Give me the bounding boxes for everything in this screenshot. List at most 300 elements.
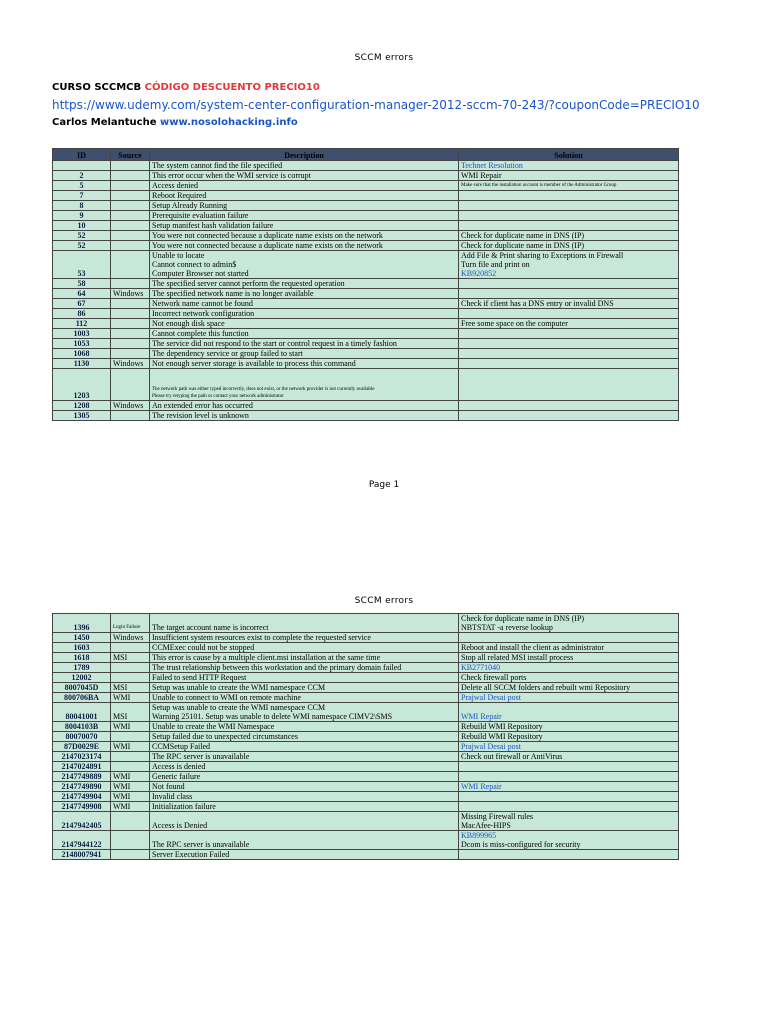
error-solution bbox=[459, 792, 679, 802]
column-source: Source bbox=[111, 149, 150, 161]
error-source bbox=[111, 309, 150, 319]
error-id: 1208 bbox=[53, 401, 111, 411]
error-source: Login Failure bbox=[111, 614, 150, 633]
error-id: 5 bbox=[53, 181, 111, 191]
error-solution bbox=[459, 369, 679, 401]
error-source: MSI bbox=[111, 653, 150, 663]
solution-link[interactable]: WMI Repair bbox=[461, 782, 502, 791]
description-line: The revision level is unknown bbox=[152, 411, 249, 420]
solution-line: Rebuild WMI Repository bbox=[461, 722, 543, 731]
table-row bbox=[53, 241, 679, 251]
error-source bbox=[111, 161, 150, 171]
error-solution bbox=[459, 181, 679, 191]
error-source bbox=[111, 339, 150, 349]
error-solution bbox=[459, 722, 679, 732]
error-description bbox=[150, 792, 459, 802]
description-line: Cannot complete this function bbox=[152, 329, 249, 338]
page-header: SCCM errors bbox=[354, 596, 414, 606]
error-source: Windows bbox=[111, 633, 150, 643]
description-line: The service did not respond to the start or control request in a timely fashion bbox=[152, 339, 397, 348]
description-line: CCMExec could not be stopped bbox=[152, 643, 255, 652]
table-row bbox=[53, 201, 679, 211]
error-solution bbox=[459, 673, 679, 683]
table-row bbox=[53, 181, 679, 191]
solution-link[interactable]: Prajwal Desai post bbox=[461, 742, 521, 751]
course-label: CURSO SCCMCB bbox=[52, 82, 142, 93]
solution-line: Rebuild WMI Repository bbox=[461, 732, 543, 741]
description-line: Setup was unable to create the WMI namespace CCM bbox=[152, 703, 326, 712]
table-row bbox=[53, 329, 679, 339]
error-description bbox=[150, 683, 459, 693]
solution-line: Delete all SCCM folders and rebuilt wmi Repository bbox=[461, 683, 631, 692]
error-id: 53 bbox=[53, 251, 111, 279]
error-description bbox=[150, 181, 459, 191]
error-source: WMI bbox=[111, 782, 150, 792]
error-description bbox=[150, 663, 459, 673]
description-line: This error is cause by a multiple client.msi installation at the same time bbox=[152, 653, 381, 662]
error-description bbox=[150, 722, 459, 732]
error-description bbox=[150, 653, 459, 663]
solution-line: Free some space on the computer bbox=[461, 319, 568, 328]
error-description bbox=[150, 633, 459, 643]
error-solution bbox=[459, 161, 679, 171]
table-row bbox=[53, 191, 679, 201]
error-description bbox=[150, 319, 459, 329]
error-description bbox=[150, 782, 459, 792]
error-source bbox=[111, 762, 150, 772]
solution-line: Check for duplicate name in DNS (IP) bbox=[461, 231, 585, 240]
description-line: Cannot connect to admin$ bbox=[152, 260, 237, 269]
solution-line: Check for duplicate name in DNS (IP) bbox=[461, 614, 585, 623]
error-description bbox=[150, 191, 459, 201]
description-line: Please try retyping the path or contact your network administrator bbox=[152, 394, 284, 399]
error-source bbox=[111, 171, 150, 181]
error-source bbox=[111, 643, 150, 653]
author-name: Carlos Melantuche bbox=[52, 117, 157, 128]
solution-link[interactable]: WMI Repair bbox=[461, 712, 502, 721]
table-row bbox=[53, 831, 679, 850]
error-description bbox=[150, 369, 459, 401]
solution-line: Stop all related MSI install process bbox=[461, 653, 574, 662]
error-source: Windows bbox=[111, 359, 150, 369]
error-description bbox=[150, 289, 459, 299]
table-row bbox=[53, 812, 679, 831]
description-line: The network path was either typed incorrectly, does not exist, or the network provider is not currently available bbox=[152, 387, 375, 392]
table-row bbox=[53, 722, 679, 732]
error-solution bbox=[459, 643, 679, 653]
error-source bbox=[111, 211, 150, 221]
solution-line: MacAfee-HIPS bbox=[461, 821, 511, 830]
description-line: The dependency service or group failed to start bbox=[152, 349, 303, 358]
description-line: You were not connected because a duplicate name exists on the network bbox=[152, 241, 383, 250]
solution-line: Reboot and install the client as administrator bbox=[461, 643, 605, 652]
error-id: 52 bbox=[53, 231, 111, 241]
description-line: Setup manifest hash validation failure bbox=[152, 221, 274, 230]
description-line: Access is denied bbox=[152, 762, 206, 771]
table-row bbox=[53, 792, 679, 802]
error-solution bbox=[459, 663, 679, 673]
table-row bbox=[53, 221, 679, 231]
error-solution bbox=[459, 653, 679, 663]
error-source: WMI bbox=[111, 722, 150, 732]
error-source bbox=[111, 221, 150, 231]
error-source bbox=[111, 251, 150, 279]
error-solution bbox=[459, 742, 679, 752]
error-source bbox=[111, 831, 150, 850]
error-id: 1396 bbox=[53, 614, 111, 633]
error-id: 8 bbox=[53, 201, 111, 211]
error-source bbox=[111, 411, 150, 421]
table-row bbox=[53, 339, 679, 349]
error-id: 2148007941 bbox=[53, 850, 111, 860]
table-row bbox=[53, 211, 679, 221]
table-row bbox=[53, 850, 679, 860]
course-intro bbox=[52, 80, 768, 130]
error-source bbox=[111, 329, 150, 339]
error-id: 1130 bbox=[53, 359, 111, 369]
page-header: SCCM errors bbox=[354, 53, 414, 63]
solution-line: Check out firewall or AntiVirus bbox=[461, 752, 563, 761]
description-line: Network name cannot be found bbox=[152, 299, 253, 308]
error-source bbox=[111, 752, 150, 762]
error-description bbox=[150, 772, 459, 782]
error-description bbox=[150, 359, 459, 369]
description-line: This error occur when the WMI service is corrupt bbox=[152, 171, 311, 180]
page-two bbox=[0, 500, 768, 1024]
table-row bbox=[53, 289, 679, 299]
table-row bbox=[53, 369, 679, 401]
error-id: 1305 bbox=[53, 411, 111, 421]
error-id: 58 bbox=[53, 279, 111, 289]
discount-code: CÓDIGO DESCUENTO PRECIO10 bbox=[144, 82, 320, 93]
error-solution bbox=[459, 614, 679, 633]
error-solution bbox=[459, 752, 679, 762]
table-row bbox=[53, 782, 679, 792]
error-id: 80070070 bbox=[53, 732, 111, 742]
error-id: 112 bbox=[53, 319, 111, 329]
description-line: The system cannot find the file specified bbox=[152, 161, 283, 170]
error-description bbox=[150, 349, 459, 359]
error-id: 12002 bbox=[53, 673, 111, 683]
error-source bbox=[111, 349, 150, 359]
error-id: 10 bbox=[53, 221, 111, 231]
solution-line: Check for duplicate name in DNS (IP) bbox=[461, 241, 585, 250]
error-source: WMI bbox=[111, 693, 150, 703]
table-row bbox=[53, 802, 679, 812]
table-row bbox=[53, 653, 679, 663]
error-description bbox=[150, 802, 459, 812]
error-source bbox=[111, 231, 150, 241]
table-row bbox=[53, 683, 679, 693]
table-row bbox=[53, 171, 679, 181]
table-row bbox=[53, 309, 679, 319]
error-description bbox=[150, 329, 459, 339]
table-row bbox=[53, 349, 679, 359]
description-line: The target account name is incorrect bbox=[152, 623, 269, 632]
table-row bbox=[53, 663, 679, 673]
error-id: 52 bbox=[53, 241, 111, 251]
errors-table-page1 bbox=[52, 148, 679, 421]
solution-line: NBTSTAT -a reverse lookup bbox=[461, 623, 553, 632]
description-line: Initialization failure bbox=[152, 802, 216, 811]
error-solution bbox=[459, 289, 679, 299]
error-description bbox=[150, 411, 459, 421]
description-line: The RPC server is unavailable bbox=[152, 840, 250, 849]
error-solution bbox=[459, 309, 679, 319]
error-description bbox=[150, 673, 459, 683]
error-solution bbox=[459, 693, 679, 703]
description-line: The RPC server is unavailable bbox=[152, 752, 250, 761]
error-id: 2 bbox=[53, 171, 111, 181]
error-solution bbox=[459, 241, 679, 251]
description-line: Access denied bbox=[152, 181, 198, 190]
table-row bbox=[53, 161, 679, 171]
table-row bbox=[53, 231, 679, 241]
description-line: Not enough server storage is available to process this command bbox=[152, 359, 356, 368]
error-solution bbox=[459, 231, 679, 241]
column-solution: Solution bbox=[459, 149, 679, 161]
error-source: Windows bbox=[111, 289, 150, 299]
error-source bbox=[111, 812, 150, 831]
table-row bbox=[53, 251, 679, 279]
solution-link[interactable]: KB920852 bbox=[461, 269, 497, 278]
table-row bbox=[53, 703, 679, 722]
error-solution bbox=[459, 772, 679, 782]
error-id: 64 bbox=[53, 289, 111, 299]
error-description bbox=[150, 221, 459, 231]
error-id: 8004103B bbox=[53, 722, 111, 732]
error-description bbox=[150, 831, 459, 850]
solution-line: Check firewall ports bbox=[461, 673, 527, 682]
error-id: 1203 bbox=[53, 369, 111, 401]
solution-link[interactable]: Prajwal Desai post bbox=[461, 693, 521, 702]
error-id: 8007045D bbox=[53, 683, 111, 693]
error-source bbox=[111, 191, 150, 201]
description-line: Insufficient system resources exist to complete the requested service bbox=[152, 633, 371, 642]
error-id: 80041001 bbox=[53, 703, 111, 722]
error-solution bbox=[459, 762, 679, 772]
error-id: 1603 bbox=[53, 643, 111, 653]
error-solution bbox=[459, 703, 679, 722]
table-row bbox=[53, 411, 679, 421]
error-source bbox=[111, 299, 150, 309]
error-id: 1618 bbox=[53, 653, 111, 663]
description-line: Failed to send HTTP Request bbox=[152, 673, 247, 682]
description-line: The trust relationship between this workstation and the primary domain failed bbox=[152, 663, 402, 672]
error-solution bbox=[459, 211, 679, 221]
description-line: Server Execution Failed bbox=[152, 850, 230, 859]
error-id: 67 bbox=[53, 299, 111, 309]
error-id: 1068 bbox=[53, 349, 111, 359]
error-id: 2147749908 bbox=[53, 802, 111, 812]
solution-link[interactable]: Technet Resolution bbox=[461, 161, 523, 170]
error-description bbox=[150, 201, 459, 211]
error-source bbox=[111, 319, 150, 329]
error-description bbox=[150, 171, 459, 181]
error-solution bbox=[459, 329, 679, 339]
error-id: 2147024891 bbox=[53, 762, 111, 772]
table-row bbox=[53, 772, 679, 782]
error-source: WMI bbox=[111, 742, 150, 752]
table-row bbox=[53, 633, 679, 643]
error-solution bbox=[459, 359, 679, 369]
error-id: 1003 bbox=[53, 329, 111, 339]
error-solution bbox=[459, 299, 679, 309]
error-id: 87D0029E bbox=[53, 742, 111, 752]
description-line: An extended error has occurred bbox=[152, 401, 253, 410]
error-description bbox=[150, 231, 459, 241]
error-solution bbox=[459, 411, 679, 421]
error-solution bbox=[459, 171, 679, 181]
error-solution bbox=[459, 339, 679, 349]
error-description bbox=[150, 339, 459, 349]
error-source bbox=[111, 181, 150, 191]
error-id: 2147749890 bbox=[53, 782, 111, 792]
error-solution bbox=[459, 802, 679, 812]
table-row bbox=[53, 299, 679, 309]
error-id: 2147749889 bbox=[53, 772, 111, 782]
error-source bbox=[111, 732, 150, 742]
error-description bbox=[150, 762, 459, 772]
error-id: 1450 bbox=[53, 633, 111, 643]
error-source: WMI bbox=[111, 802, 150, 812]
error-description bbox=[150, 693, 459, 703]
table-row bbox=[53, 762, 679, 772]
error-solution bbox=[459, 201, 679, 211]
column-description: Description bbox=[150, 149, 459, 161]
description-line: Access is Denied bbox=[152, 821, 208, 830]
error-id: 1053 bbox=[53, 339, 111, 349]
error-solution bbox=[459, 782, 679, 792]
site-link[interactable]: www.nosolohacking.info bbox=[160, 117, 298, 128]
description-line: Unable to connect to WMI on remote machine bbox=[152, 693, 301, 702]
solution-line: Dcom is miss-configured for security bbox=[461, 840, 581, 849]
error-description bbox=[150, 643, 459, 653]
description-line: Generic failure bbox=[152, 772, 201, 781]
error-source bbox=[111, 663, 150, 673]
error-id: 86 bbox=[53, 309, 111, 319]
error-description bbox=[150, 161, 459, 171]
error-id: 2147944122 bbox=[53, 831, 111, 850]
error-solution bbox=[459, 732, 679, 742]
description-line: Setup was unable to create the WMI namespace CCM bbox=[152, 683, 326, 692]
solution-line: Missing Firewall rules bbox=[461, 812, 533, 821]
error-id bbox=[53, 161, 111, 171]
table-row bbox=[53, 279, 679, 289]
error-description bbox=[150, 703, 459, 722]
error-source: WMI bbox=[111, 792, 150, 802]
description-line: CCMSetup Failed bbox=[152, 742, 211, 751]
description-line: Reboot Required bbox=[152, 191, 207, 200]
error-solution bbox=[459, 191, 679, 201]
page-one bbox=[0, 0, 768, 500]
error-source bbox=[111, 279, 150, 289]
solution-line: Turn file and print on bbox=[461, 260, 530, 269]
error-id: 2147942405 bbox=[53, 812, 111, 831]
table-row bbox=[53, 732, 679, 742]
solution-link[interactable]: KB2771040 bbox=[461, 663, 501, 672]
error-solution bbox=[459, 221, 679, 231]
error-source: MSI bbox=[111, 703, 150, 722]
solution-line: Check if client has a DNS entry or invalid DNS bbox=[461, 299, 614, 308]
error-id: 2147023174 bbox=[53, 752, 111, 762]
error-solution bbox=[459, 319, 679, 329]
table-row bbox=[53, 693, 679, 703]
table-row bbox=[53, 742, 679, 752]
table-row bbox=[53, 614, 679, 633]
error-description bbox=[150, 812, 459, 831]
error-solution bbox=[459, 251, 679, 279]
description-line: Computer Browser not started bbox=[152, 269, 249, 278]
error-source bbox=[111, 369, 150, 401]
error-description bbox=[150, 850, 459, 860]
description-line: Setup Already Running bbox=[152, 201, 228, 210]
page-footer: Page 1 bbox=[368, 480, 400, 490]
error-solution bbox=[459, 401, 679, 411]
table-row bbox=[53, 673, 679, 683]
error-source: MSI bbox=[111, 683, 150, 693]
error-id: 1789 bbox=[53, 663, 111, 673]
description-line: Unable to locate bbox=[152, 251, 205, 260]
column-id: ID bbox=[53, 149, 111, 161]
error-source bbox=[111, 673, 150, 683]
errors-table-page2 bbox=[52, 613, 679, 860]
error-solution bbox=[459, 850, 679, 860]
error-id: 7 bbox=[53, 191, 111, 201]
solution-link[interactable]: KB899965 bbox=[461, 831, 497, 840]
description-line: Prerequisite evaluation failure bbox=[152, 211, 249, 220]
error-description bbox=[150, 241, 459, 251]
error-description bbox=[150, 299, 459, 309]
error-source: WMI bbox=[111, 772, 150, 782]
description-line: Not found bbox=[152, 782, 185, 791]
description-line: Invalid class bbox=[152, 792, 193, 801]
error-solution bbox=[459, 633, 679, 643]
description-line: Incorrect network configuration bbox=[152, 309, 255, 318]
description-line: Unable to create the WMI Namespace bbox=[152, 722, 275, 731]
course-url-link[interactable]: https://www.udemy.com/system-center-configuration-manager-2012-sccm-70-243/?couponCode=PRECIO10 bbox=[52, 98, 700, 112]
error-description bbox=[150, 752, 459, 762]
error-source: Windows bbox=[111, 401, 150, 411]
error-id: 9 bbox=[53, 211, 111, 221]
error-source bbox=[111, 241, 150, 251]
error-solution bbox=[459, 831, 679, 850]
description-line: The specified server cannot perform the requested operation bbox=[152, 279, 345, 288]
description-line: The specified network name is no longer available bbox=[152, 289, 314, 298]
table-row bbox=[53, 752, 679, 762]
error-description bbox=[150, 614, 459, 633]
table-row bbox=[53, 643, 679, 653]
error-description bbox=[150, 742, 459, 752]
error-source bbox=[111, 201, 150, 211]
error-id: 800706BA bbox=[53, 693, 111, 703]
error-solution bbox=[459, 349, 679, 359]
error-solution bbox=[459, 279, 679, 289]
error-id: 2147749904 bbox=[53, 792, 111, 802]
description-line: Setup failed due to unexpected circumstances bbox=[152, 732, 298, 741]
error-source bbox=[111, 850, 150, 860]
description-line: You were not connected because a duplicate name exists on the network bbox=[152, 231, 383, 240]
error-description bbox=[150, 732, 459, 742]
error-description bbox=[150, 251, 459, 279]
error-description bbox=[150, 211, 459, 221]
error-description bbox=[150, 401, 459, 411]
error-description bbox=[150, 309, 459, 319]
error-solution bbox=[459, 812, 679, 831]
solution-line: Add File & Print sharing to Exceptions in Firewall bbox=[461, 251, 624, 260]
table-row bbox=[53, 319, 679, 329]
solution-line: WMI Repair bbox=[461, 171, 502, 180]
